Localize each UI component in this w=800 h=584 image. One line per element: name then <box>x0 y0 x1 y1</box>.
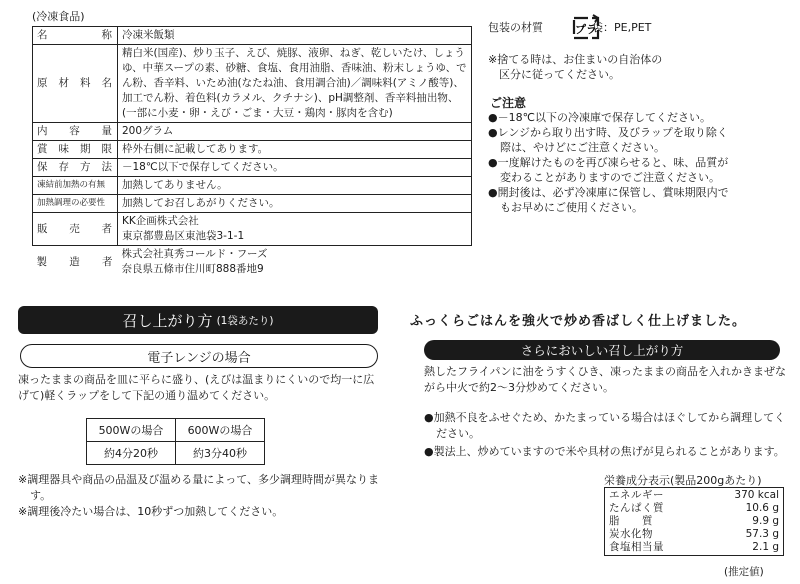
label-value: KK企画株式会社 東京都豊島区東池袋3-1-1 <box>118 213 472 246</box>
label-value: 加熱してありません。 <box>118 177 472 195</box>
table-row <box>33 195 472 213</box>
nutrition-row <box>609 528 779 541</box>
time-500: 約4分20秒 <box>87 442 176 465</box>
how-to-eat-banner <box>18 306 378 334</box>
nutrient-name: 脂 質 <box>609 515 653 527</box>
wattage-600: 600Wの場合 <box>176 419 265 442</box>
caution-title: ご注意 <box>490 96 527 110</box>
label-value: 200グラム <box>118 123 472 141</box>
list-item: ●開封後は、必ず冷凍庫に保管し、賞味期限内でもお早めにご使用ください。 <box>488 186 729 214</box>
nutrient-value: 2.1 g <box>752 541 779 553</box>
nutrition-row <box>609 502 779 515</box>
label-key: 凍結前加熱の有無 <box>33 177 118 195</box>
list-item: ●－18℃以下の冷凍庫で保存してください。 <box>488 111 711 124</box>
microwave-time-table <box>86 418 265 465</box>
microwave-notes <box>18 472 388 520</box>
tagline: ふっくらごはんを強火で炒め香ばしく仕上げました。 <box>410 314 747 329</box>
microwave-heading: 電子レンジの場合 <box>20 344 378 368</box>
category-label: (冷凍食品) <box>32 10 85 23</box>
pan-heading: さらにおいしい召し上がり方 <box>424 340 780 360</box>
manufacturer-value: 株式会社真秀コールド・フーズ 奈良県五條市住川町888番地9 <box>121 248 268 275</box>
label-key: 内 容 量 <box>33 123 118 141</box>
nutrient-value: 9.9 g <box>752 515 779 527</box>
label-value: 枠外右側に記載してあります。 <box>118 141 472 159</box>
list-item: ●レンジから取り出す時、及びラップを取り除く際は、やけどにご注意ください。 <box>488 126 728 154</box>
label-value: 加熱してお召しあがりください。 <box>118 195 472 213</box>
list-item: ●一度解けたものを再び凍らせると、味、品質が変わることがありますのでご注意ください。 <box>488 156 729 184</box>
table-row <box>33 177 472 195</box>
label-key: 名 称 <box>33 27 118 45</box>
nutrition-row <box>609 489 779 502</box>
nutrient-value: 370 kcal <box>734 489 779 501</box>
product-label-table <box>32 26 472 278</box>
nutrient-value: 10.6 g <box>745 502 779 514</box>
microwave-instructions: 凍ったままの商品を皿に平らに盛り、(えびは温まりにくいので均一に広げて)軽くラップをして下記の通り温めてください。 <box>18 373 375 402</box>
wattage-500: 500Wの場合 <box>87 419 176 442</box>
table-row <box>33 141 472 159</box>
table-row <box>33 27 472 45</box>
label-key: 原 材 料 名 <box>33 45 118 123</box>
pan-notes <box>424 410 786 460</box>
label-key: 賞 味 期 限 <box>33 141 118 159</box>
packaging-prefix: 包装の材質 <box>488 21 543 34</box>
time-600: 約3分40秒 <box>176 442 265 465</box>
pan-instructions: 熱したフライパンに油をうすくひき、凍ったままの商品を入れかきまぜながら中火で約2～3分炒めてください。 <box>424 365 787 394</box>
list-item: ※調理後冷たい場合は、10秒ずつ加熱してください。 <box>18 505 284 518</box>
table-row <box>33 213 472 246</box>
nutrition-row <box>609 541 779 554</box>
table-row <box>33 159 472 177</box>
table-row <box>33 246 472 279</box>
nutrient-name: 炭水化物 <box>609 528 653 540</box>
table-row <box>33 123 472 141</box>
label-key: 保 存 方 法 <box>33 159 118 177</box>
table-row <box>87 419 265 442</box>
caution-list <box>488 110 733 215</box>
plastic-recycle-icon <box>568 14 604 42</box>
how-to-eat-title: 召し上がり方 <box>122 311 213 330</box>
manufacturer-key: 製 造 者 <box>36 255 114 268</box>
nutrient-name: エネルギー <box>609 489 664 501</box>
nutrient-name: 食塩相当量 <box>609 541 664 553</box>
list-item: ●製法上、炒めていますので米や具材の焦げが見られることがあります。 <box>424 445 785 458</box>
list-item: ●加熱不良をふせぐため、かたまっている場合はほぐしてから調理してください。 <box>424 411 786 440</box>
label-value: －18℃以下で保存してください。 <box>118 159 472 177</box>
label-key: 加熱調理の必要性 <box>33 195 118 213</box>
nutrient-value: 57.3 g <box>745 528 779 540</box>
label-value: 冷凍米飯類 <box>118 27 472 45</box>
packaging-suffix: 袋：PE,PET <box>592 21 652 34</box>
label-value: 精白米(国産)、炒り玉子、えび、焼豚、液卵、ねぎ、乾しいたけ、しょうゆ、中華スープの素、砂糖、食塩、食用油脂、香味油、粉末しょうゆ、でん粉、香辛料、いため油(なたね油、食用調合油)／調味料(アミノ酸等)、加工でん粉、着色料(カラメル、クチナシ)、pH調整剤、香辛料抽出物、(一部に小麦・卵・えび・ごま・大豆・鶏肉・豚肉を含む) <box>118 45 472 123</box>
nutrition-row <box>609 515 779 528</box>
nutrition-table <box>604 487 784 556</box>
table-row <box>87 442 265 465</box>
disposal-note: ※捨てる時は、お住まいの自治体の 区分に従ってください。 <box>488 53 663 81</box>
plastic-mark-text: プラ <box>575 23 597 36</box>
how-to-eat-sub: (1袋あたり) <box>216 314 274 327</box>
nutrition-title: 栄養成分表示(製品200gあたり) <box>604 474 762 487</box>
table-row <box>33 45 472 123</box>
nutrition-estimate: (推定値) <box>724 566 764 578</box>
label-key: 販 売 者 <box>33 213 118 246</box>
nutrient-name: たんぱく質 <box>609 502 664 514</box>
list-item: ※調理器具や商品の品温及び温める量によって、多少調理時間が異なります。 <box>18 473 379 502</box>
